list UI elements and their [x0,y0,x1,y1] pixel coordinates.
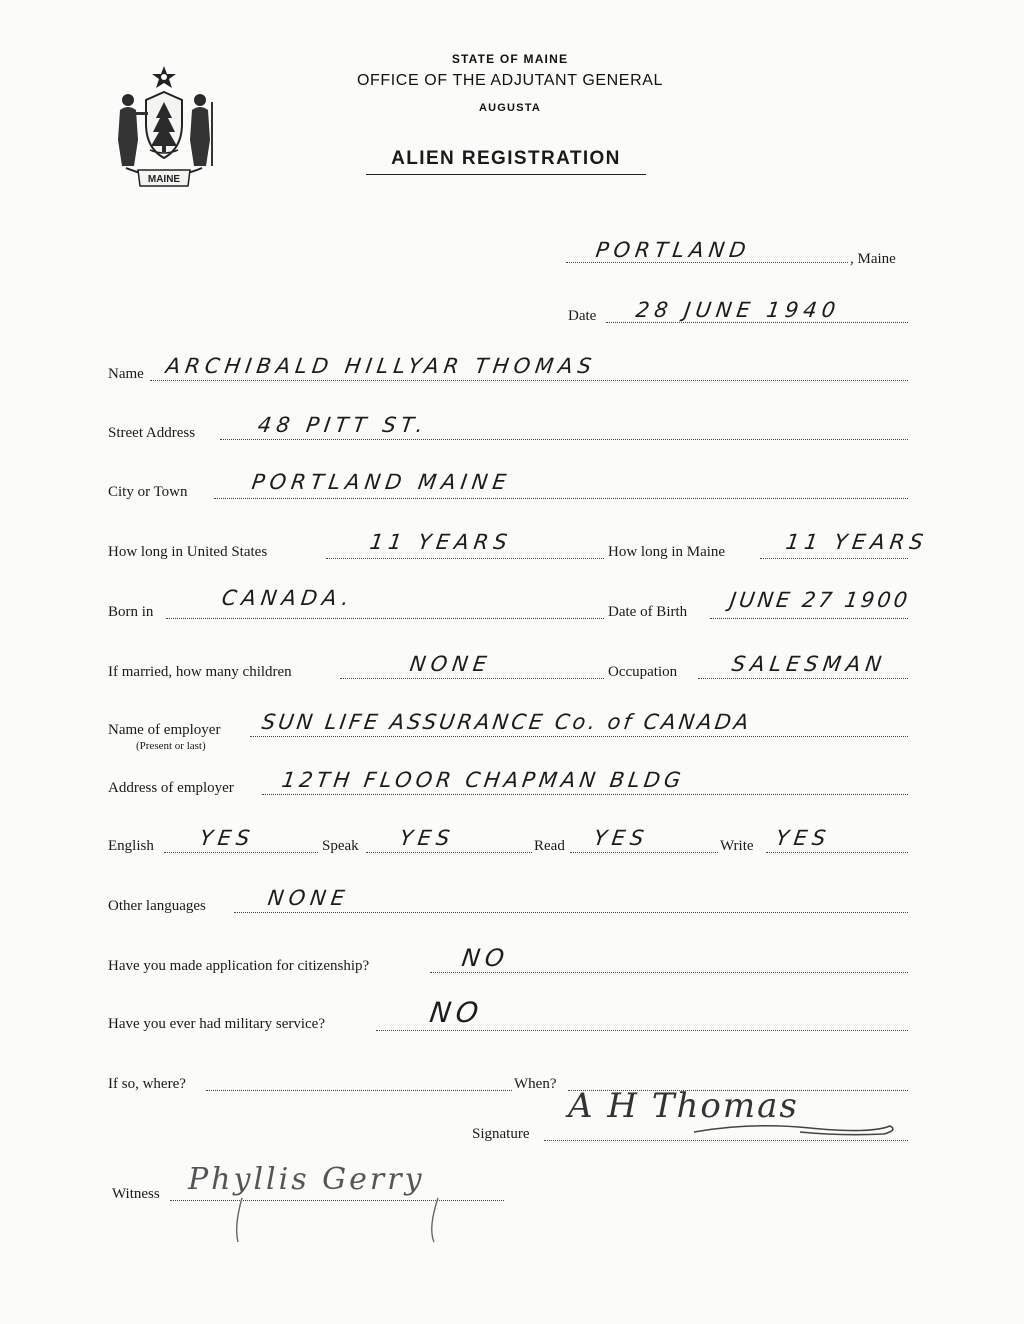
form-title: ALIEN REGISTRATION [391,148,621,169]
place-suffix: , Maine [850,251,896,267]
born-in-label: Born in [108,604,154,620]
signature-line [544,1140,908,1141]
born-in-line [166,618,604,619]
date-line [606,322,908,323]
children-line [340,678,604,679]
name-value: ARCHIBALD HILLYAR THOMAS [164,354,598,378]
other-languages-line [234,912,908,913]
signature-label: Signature [472,1126,530,1142]
write-label: Write [720,838,754,854]
maine-years-value: 11 YEARS [784,530,930,554]
english-label: English [108,838,154,854]
employer-label: Name of employer [108,722,221,738]
citizenship-value: NO [460,944,511,972]
occupation-line [698,678,908,679]
write-line [766,852,908,853]
name-line [150,380,908,381]
seal-banner-text: MAINE [147,174,181,185]
when-label: When? [514,1076,557,1092]
city-heading: AUGUSTA [479,102,541,114]
name-label: Name [108,366,144,382]
military-label: Have you ever had military service? [108,1016,325,1032]
street-address-value: 48 PITT ST. [256,413,430,437]
date-of-birth-label: Date of Birth [608,604,688,620]
signature-flourish-icon [690,1114,900,1140]
office-heading: OFFICE OF THE ADJUTANT GENERAL [356,72,664,89]
us-years-label: How long in United States [108,544,268,560]
employer-sublabel: (Present or last) [136,740,206,752]
citizenship-label: Have you made application for citizenship? [108,958,370,974]
date-of-birth-value: JUNE 27 1900 [728,588,912,612]
state-heading: STATE OF MAINE [451,52,569,66]
other-languages-value: NONE [266,886,351,910]
date-value: 28 JUNE 1940 [634,298,842,322]
read-line [570,852,718,853]
english-value: YES [198,826,257,850]
read-label: Read [534,838,565,854]
witness-flourish-icon [220,1196,460,1246]
write-value: YES [774,826,833,850]
us-years-line [326,558,604,559]
where-line [206,1090,512,1091]
born-in-value: CANADA. [220,586,356,610]
employer-value: SUN LIFE ASSURANCE Co. of CANADA [260,710,754,734]
maine-state-seal-icon [108,62,220,190]
employer-address-line [262,794,908,795]
read-value: YES [592,826,651,850]
occupation-label: Occupation [608,664,678,680]
date-of-birth-line [710,618,908,619]
street-address-label: Street Address [108,425,196,441]
witness-value: Phyllis Gerry [188,1162,425,1197]
city-value: PORTLAND MAINE [250,470,513,494]
citizenship-line [430,972,908,973]
children-label: If married, how many children [108,664,292,680]
date-label: Date [568,308,597,324]
place-line [566,262,848,263]
speak-label: Speak [322,838,359,854]
street-address-line [220,439,908,440]
city-line [214,498,908,499]
children-value: NONE [408,652,493,676]
employer-line [250,736,908,737]
other-languages-label: Other languages [108,898,206,914]
speak-line [366,852,532,853]
occupation-value: SALESMAN [730,652,888,676]
speak-value: YES [398,826,457,850]
signature-value: A H Thomas [568,1086,799,1126]
place-value: PORTLAND [594,238,753,262]
employer-address-label: Address of employer [108,780,234,796]
city-label: City or Town [108,484,188,500]
employer-address-value: 12TH FLOOR CHAPMAN BLDG [280,768,687,792]
military-line [376,1030,908,1031]
us-years-value: 11 YEARS [368,530,514,554]
title-underline [366,174,646,175]
where-label: If so, where? [108,1076,186,1092]
maine-years-line [760,558,908,559]
maine-years-label: How long in Maine [608,544,726,560]
witness-label: Witness [112,1186,160,1202]
english-line [164,852,318,853]
military-value: NO [427,996,486,1029]
